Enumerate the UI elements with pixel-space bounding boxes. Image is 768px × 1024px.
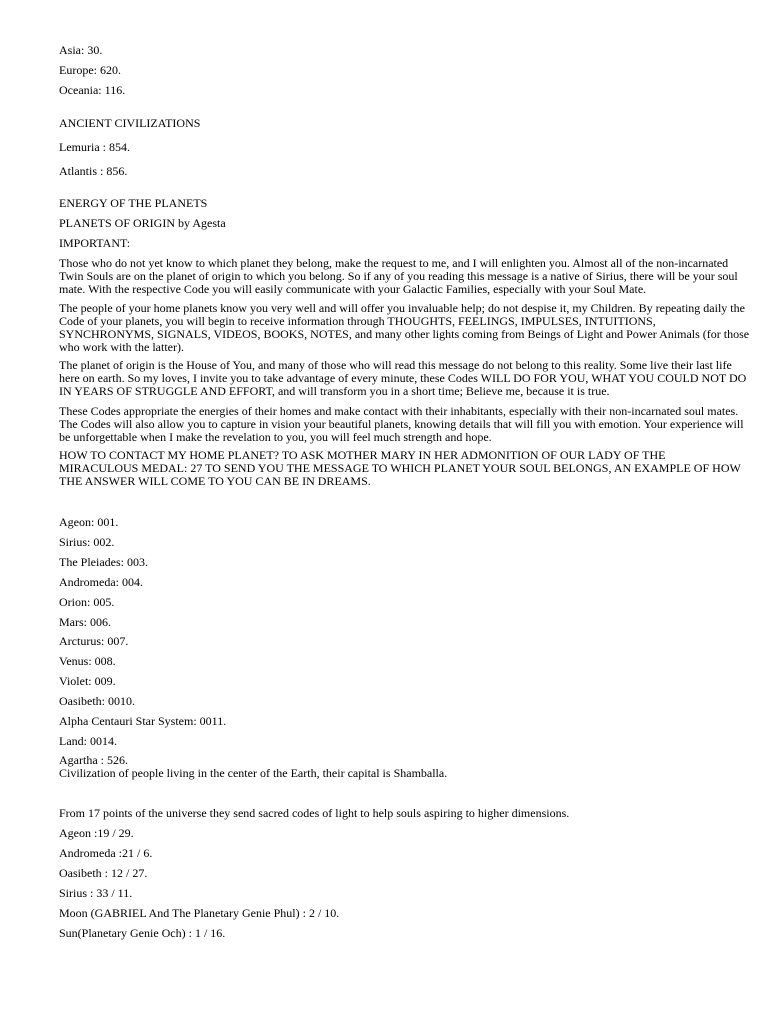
- sacred-code-sun: Sun(Planetary Genie Och) : 1 / 16.: [59, 926, 226, 940]
- paragraph-line: who work with the latter).: [59, 340, 184, 354]
- paragraph-2: [59, 301, 750, 354]
- paragraph-3: [59, 358, 747, 398]
- paragraph-line: HOW TO CONTACT MY HOME PLANET? TO ASK MOTHER MARY IN HER ADMONITION OF OUR LADY OF THE: [59, 448, 666, 462]
- sacred-code-oasibeth: Oasibeth : 12 / 27.: [59, 866, 148, 880]
- planet-code-violet: Violet: 009.: [59, 674, 116, 688]
- planet-code-pleiades: The Pleiades: 003.: [59, 555, 148, 569]
- paragraph-4: [59, 404, 744, 444]
- paragraph-line: MIRACULOUS MEDAL: 27 TO SEND YOU THE MESSAGE TO WHICH PLANET YOUR SOUL BELONGS, AN EXAMPLE OF HOW: [59, 461, 741, 475]
- paragraph-line: THE ANSWER WILL COME TO YOU CAN BE IN DREAMS.: [59, 474, 371, 488]
- planet-code-arcturus: Arcturus: 007.: [59, 634, 129, 648]
- planet-code-agartha: Agartha : 526.: [59, 753, 128, 767]
- paragraph-line: These Codes appropriate the energies of their homes and make contact with their inhabitants, especially with their non-incarnated soul mates.: [59, 404, 739, 418]
- continent-count-asia: Asia: 30.: [59, 43, 103, 57]
- origin-heading: PLANETS OF ORIGIN by Agesta: [59, 216, 226, 230]
- paragraph-line: SYNCHRONYMS, SIGNALS, VIDEOS, BOOKS, NOTES, and many other lights coming from Beings of Light and Power Animals (for those: [59, 327, 750, 341]
- continent-count-oceania: Oceania: 116.: [59, 83, 126, 97]
- agartha-note: Civilization of people living in the center of the Earth, their capital is Shamballa.: [59, 766, 448, 780]
- continent-count-europe: Europe: 620.: [59, 63, 121, 77]
- planet-code-orion: Orion: 005.: [59, 595, 115, 609]
- paragraph-line: be unforgettable when I make the revelation to you, you will feel much strength and hope.: [59, 430, 492, 444]
- important-label: IMPORTANT:: [59, 236, 131, 250]
- paragraph-line: The people of your home planets know you very well and will offer you invaluable help; do not despise it, my Children. By repeating daily the: [59, 301, 745, 315]
- planet-code-mars: Mars: 006.: [59, 615, 111, 629]
- sacred-code-ageon: Ageon :19 / 29.: [59, 826, 134, 840]
- sacred-code-andromeda: Andromeda :21 / 6.: [59, 846, 153, 860]
- paragraph-line: mate. With the respective Code you will easily communicate with your Galactic Families, especially with your Soul Mate.: [59, 282, 647, 296]
- planet-code-oasibeth: Oasibeth: 0010.: [59, 694, 135, 708]
- ancient-civilizations-heading: ANCIENT CIVILIZATIONS: [59, 116, 201, 130]
- planet-code-sirius: Sirius: 002.: [59, 535, 115, 549]
- points-intro: From 17 points of the universe they send sacred codes of light to help souls aspiring to higher dimensions.: [59, 806, 570, 820]
- paragraph-5: [59, 448, 741, 488]
- paragraph-line: The Codes will also allow you to capture in vision your beautiful planets, knowing details that will fill you with emotion. Your experience will: [59, 417, 744, 431]
- planet-code-venus: Venus: 008.: [59, 654, 116, 668]
- paragraph-line: The planet of origin is the House of You, and many of those who will read this message do not belong to this reality. Some live their last life: [59, 358, 732, 372]
- paragraph-line: IN YEARS OF STRUGGLE AND EFFORT, and will transform you in a short time; Believe me, because it is true.: [59, 384, 610, 398]
- planet-code-andromeda: Andromeda: 004.: [59, 575, 143, 589]
- planet-code-ageon: Ageon: 001.: [59, 515, 119, 529]
- ancient-item-lemuria: Lemuria : 854.: [59, 140, 130, 154]
- sacred-code-moon: Moon (GABRIEL And The Planetary Genie Phul) : 2 / 10.: [59, 906, 340, 920]
- planet-code-alpha-centauri: Alpha Centauri Star System: 0011.: [59, 714, 227, 728]
- sacred-code-sirius: Sirius : 33 / 11.: [59, 886, 133, 900]
- planet-code-land: Land: 0014.: [59, 734, 117, 748]
- energy-heading: ENERGY OF THE PLANETS: [59, 196, 208, 210]
- paragraph-1: [59, 256, 738, 296]
- paragraph-line: here on earth. So my loves, I invite you to take advantage of every minute, these Codes WILL DO FOR YOU, WHAT YOU COULD NOT DO: [59, 371, 747, 385]
- paragraph-line: Those who do not yet know to which planet they belong, make the request to me, and I will enlighten you. Almost all of the non-incarnated: [59, 256, 729, 270]
- paragraph-line: Twin Souls are on the planet of origin to which you belong. So if any of you reading this message is a native of Sirius, there will be your soul: [59, 269, 738, 283]
- ancient-item-atlantis: Atlantis : 856.: [59, 164, 128, 178]
- paragraph-line: Code of your planets, you will begin to receive information through THOUGHTS, FEELINGS, IMPULSES, INTUITIONS,: [59, 314, 656, 328]
